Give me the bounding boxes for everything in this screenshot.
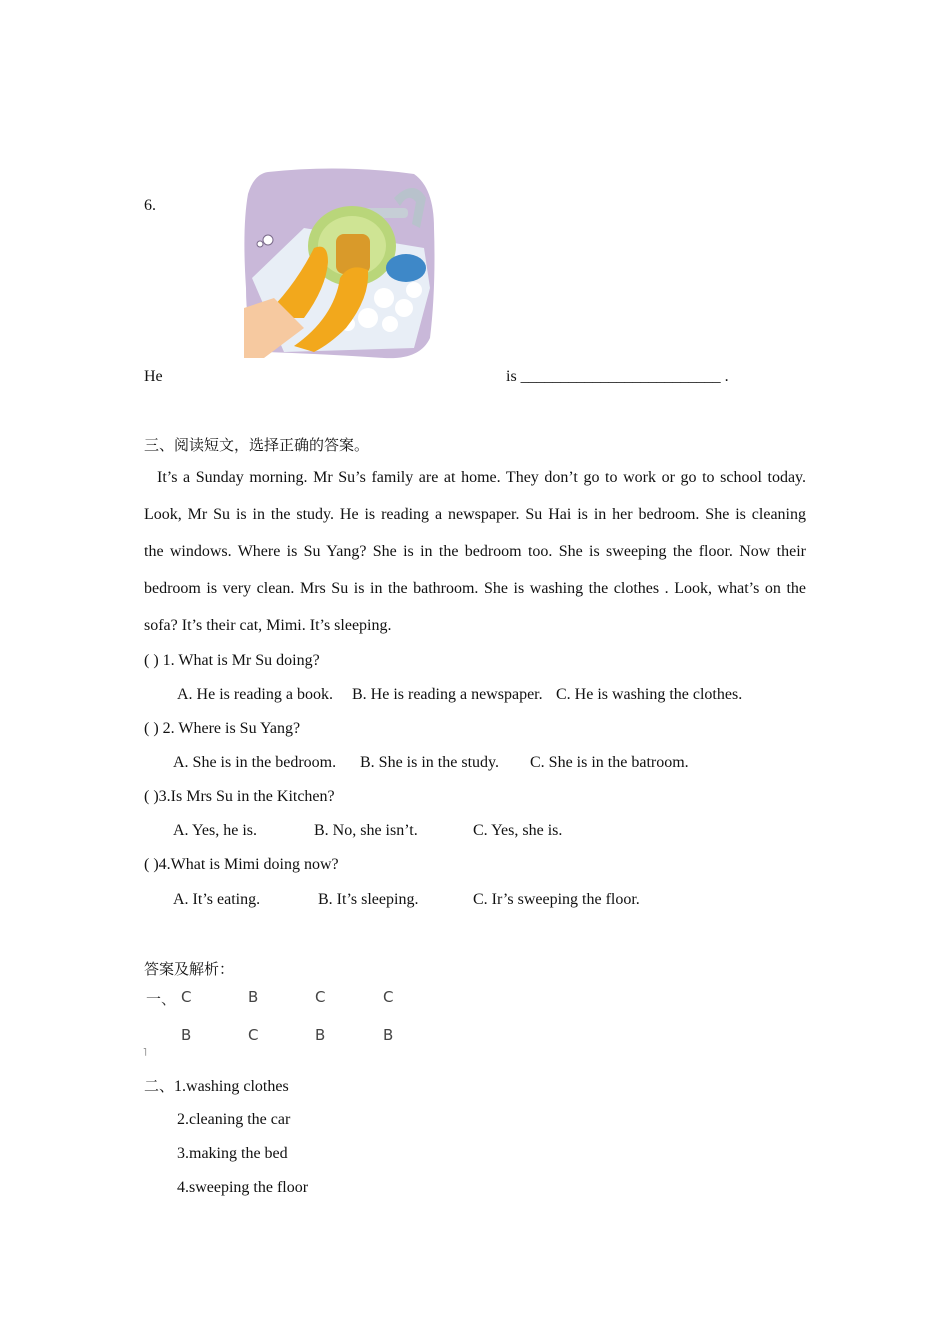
question-text: 2. Where is Su Yang? (162, 720, 301, 737)
answer-bracket: ( ) (144, 720, 159, 737)
q2-option-b: B. She is in the study. (360, 754, 499, 771)
answer-bracket: ( ) (144, 652, 159, 669)
answer-1-2: B (248, 988, 259, 1006)
reading-heading: 三、阅读短文，选择正确的答案。 (144, 436, 370, 454)
passage-line-2: Look, Mr Su is in the study. He is reading a newspaper. Su Hai is in her bedroom. She is cleaning (144, 506, 806, 523)
answer-1-8: B (383, 1026, 394, 1044)
question-1 (144, 651, 320, 671)
question-text: 3.Is Mrs Su in the Kitchen? (158, 788, 335, 805)
q4-option-c: C. Ir’s sweeping the floor. (473, 891, 640, 908)
question-text: 4.What is Mimi doing now? (158, 856, 339, 873)
answer-blank: _________________________ (520, 368, 721, 385)
sentence-is-word: is (506, 368, 517, 385)
answers-part2-first (144, 1076, 289, 1097)
answer-1-7: B (315, 1026, 326, 1044)
q1-option-c: C. He is washing the clothes. (556, 686, 743, 703)
passage-line-5: sofa? It’s their cat, Mimi. It’s sleeping. (144, 617, 392, 634)
q4-option-b: B. It’s sleeping. (318, 891, 419, 908)
answer-1-5: B (181, 1026, 192, 1044)
question-text: 1. What is Mr Su doing? (162, 652, 320, 669)
washing-dishes-illustration (244, 168, 436, 362)
q4-option-a: A. It’s eating. (173, 891, 261, 908)
answer-2-2: 2.cleaning the car (177, 1111, 291, 1128)
passage-line-4: bedroom is very clean. Mrs Su is in the bathroom. She is washing the clothes . Look, what’s on the (144, 580, 806, 597)
answer-1-4: C (383, 988, 394, 1006)
answer-2-3: 3.making the bed (177, 1145, 288, 1162)
question-4 (144, 855, 339, 875)
q3-option-a: A. Yes, he is. (173, 822, 258, 839)
sentence-start: He (144, 368, 163, 385)
q3-option-c: C. Yes, she is. (473, 822, 563, 839)
answers-part1-label: 一、 (146, 990, 177, 1008)
paragraph-mark: ˥ (143, 1048, 147, 1059)
q2-option-c: C. She is in the batroom. (530, 754, 689, 771)
answers-heading: 答案及解析： (144, 960, 235, 978)
answer-2-1: 1.washing clothes (174, 1078, 289, 1095)
answer-1-1: C (181, 988, 192, 1006)
answer-1-3: C (315, 988, 326, 1006)
answer-2-4: 4.sweeping the floor (177, 1179, 309, 1196)
answers-part2-label: 二、 (144, 1077, 175, 1095)
q1-option-b: B. He is reading a newspaper. (352, 686, 543, 703)
question-2 (144, 719, 300, 739)
answer-bracket: ( ) (144, 856, 159, 873)
passage-line-3: the windows. Where is Su Yang? She is in the bedroom too. She is sweeping the floor. Now their (144, 543, 806, 560)
sentence-period: . (724, 368, 729, 385)
question-number-6: 6. (144, 197, 156, 214)
passage-line-1: It’s a Sunday morning. Mr Su’s family are at home. They don’t go to work or go to school today. (157, 469, 806, 486)
q3-option-b: B. No, she isn’t. (314, 822, 418, 839)
answer-1-6: C (248, 1026, 259, 1044)
q2-option-a: A. She is in the bedroom. (173, 754, 337, 771)
sentence-is (506, 367, 729, 387)
q1-option-a: A. He is reading a book. (177, 686, 333, 703)
question-3 (144, 787, 335, 807)
answer-bracket: ( ) (144, 788, 159, 805)
